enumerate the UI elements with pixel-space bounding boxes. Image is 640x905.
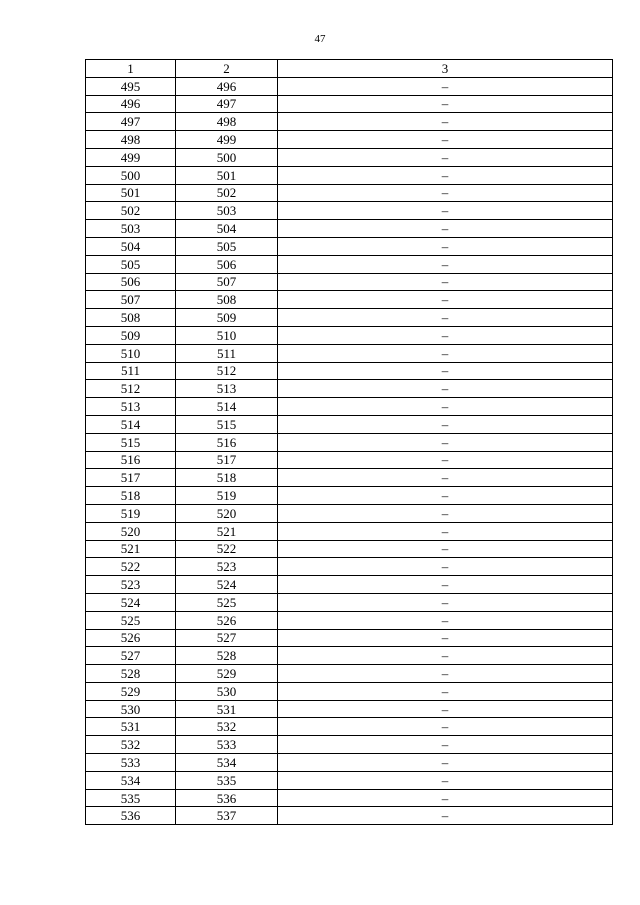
- cell-col-3: –: [278, 771, 613, 789]
- cell-col-1: 498: [86, 131, 176, 149]
- cell-col-1: 516: [86, 451, 176, 469]
- cell-col-2: 529: [176, 665, 278, 683]
- cell-col-3: –: [278, 647, 613, 665]
- table-row: [86, 754, 613, 772]
- cell-col-2: 512: [176, 362, 278, 380]
- cell-col-2: 537: [176, 807, 278, 825]
- cell-col-3: –: [278, 504, 613, 522]
- cell-col-1: 508: [86, 309, 176, 327]
- cell-col-1: 511: [86, 362, 176, 380]
- table-row: [86, 433, 613, 451]
- cell-col-1: 517: [86, 469, 176, 487]
- cell-col-1: 497: [86, 113, 176, 131]
- column-header-3: 3: [278, 60, 613, 78]
- cell-col-2: 508: [176, 291, 278, 309]
- table-row: [86, 789, 613, 807]
- table-row: [86, 380, 613, 398]
- table-header: [86, 60, 613, 78]
- cell-col-1: 509: [86, 326, 176, 344]
- cell-col-2: 509: [176, 309, 278, 327]
- table-row: [86, 309, 613, 327]
- cell-col-2: 533: [176, 736, 278, 754]
- table-row: [86, 166, 613, 184]
- table-row: [86, 593, 613, 611]
- data-table: [85, 59, 613, 825]
- cell-col-3: –: [278, 398, 613, 416]
- table-row: [86, 362, 613, 380]
- table-row: [86, 77, 613, 95]
- cell-col-3: –: [278, 326, 613, 344]
- cell-col-2: 525: [176, 593, 278, 611]
- column-header-2: 2: [176, 60, 278, 78]
- cell-col-3: –: [278, 807, 613, 825]
- cell-col-2: 527: [176, 629, 278, 647]
- cell-col-1: 513: [86, 398, 176, 416]
- cell-col-2: 514: [176, 398, 278, 416]
- cell-col-2: 535: [176, 771, 278, 789]
- table-row: [86, 647, 613, 665]
- cell-col-3: –: [278, 629, 613, 647]
- cell-col-1: 523: [86, 576, 176, 594]
- cell-col-3: –: [278, 77, 613, 95]
- cell-col-2: 496: [176, 77, 278, 95]
- table-row: [86, 131, 613, 149]
- cell-col-1: 534: [86, 771, 176, 789]
- cell-col-1: 519: [86, 504, 176, 522]
- table-row: [86, 398, 613, 416]
- table-header-row: [86, 60, 613, 78]
- cell-col-2: 521: [176, 522, 278, 540]
- table-row: [86, 576, 613, 594]
- cell-col-2: 501: [176, 166, 278, 184]
- table-row: [86, 273, 613, 291]
- cell-col-2: 513: [176, 380, 278, 398]
- cell-col-2: 499: [176, 131, 278, 149]
- cell-col-1: 518: [86, 487, 176, 505]
- table-row: [86, 504, 613, 522]
- cell-col-3: –: [278, 95, 613, 113]
- cell-col-2: 510: [176, 326, 278, 344]
- cell-col-1: 512: [86, 380, 176, 398]
- table-row: [86, 469, 613, 487]
- table-row: [86, 629, 613, 647]
- cell-col-3: –: [278, 540, 613, 558]
- table-row: [86, 558, 613, 576]
- cell-col-2: 528: [176, 647, 278, 665]
- cell-col-2: 504: [176, 220, 278, 238]
- table-body: [86, 77, 613, 824]
- cell-col-3: –: [278, 220, 613, 238]
- cell-col-1: 499: [86, 148, 176, 166]
- cell-col-2: 523: [176, 558, 278, 576]
- cell-col-2: 511: [176, 344, 278, 362]
- cell-col-3: –: [278, 558, 613, 576]
- cell-col-3: –: [278, 736, 613, 754]
- cell-col-3: –: [278, 273, 613, 291]
- cell-col-3: –: [278, 113, 613, 131]
- cell-col-3: –: [278, 682, 613, 700]
- cell-col-2: 524: [176, 576, 278, 594]
- table-row: [86, 807, 613, 825]
- table-row: [86, 451, 613, 469]
- column-header-1: 1: [86, 60, 176, 78]
- table-row: [86, 700, 613, 718]
- cell-col-2: 536: [176, 789, 278, 807]
- cell-col-1: 510: [86, 344, 176, 362]
- cell-col-1: 531: [86, 718, 176, 736]
- cell-col-2: 522: [176, 540, 278, 558]
- cell-col-3: –: [278, 237, 613, 255]
- cell-col-2: 502: [176, 184, 278, 202]
- cell-col-3: –: [278, 611, 613, 629]
- table-row: [86, 202, 613, 220]
- table-row: [86, 611, 613, 629]
- cell-col-1: 530: [86, 700, 176, 718]
- cell-col-1: 532: [86, 736, 176, 754]
- cell-col-3: –: [278, 576, 613, 594]
- cell-col-2: 530: [176, 682, 278, 700]
- cell-col-2: 500: [176, 148, 278, 166]
- cell-col-1: 506: [86, 273, 176, 291]
- cell-col-1: 522: [86, 558, 176, 576]
- cell-col-1: 507: [86, 291, 176, 309]
- cell-col-2: 506: [176, 255, 278, 273]
- cell-col-3: –: [278, 593, 613, 611]
- cell-col-2: 532: [176, 718, 278, 736]
- cell-col-2: 515: [176, 415, 278, 433]
- table-row: [86, 184, 613, 202]
- cell-col-2: 507: [176, 273, 278, 291]
- cell-col-1: 528: [86, 665, 176, 683]
- cell-col-2: 531: [176, 700, 278, 718]
- cell-col-1: 525: [86, 611, 176, 629]
- table-row: [86, 736, 613, 754]
- page-number: 47: [314, 33, 326, 45]
- cell-col-2: 516: [176, 433, 278, 451]
- cell-col-3: –: [278, 148, 613, 166]
- cell-col-3: –: [278, 291, 613, 309]
- cell-col-1: 505: [86, 255, 176, 273]
- cell-col-3: –: [278, 131, 613, 149]
- table-row: [86, 148, 613, 166]
- cell-col-1: 502: [86, 202, 176, 220]
- cell-col-1: 536: [86, 807, 176, 825]
- cell-col-1: 533: [86, 754, 176, 772]
- table-row: [86, 665, 613, 683]
- table-row: [86, 95, 613, 113]
- table-row: [86, 113, 613, 131]
- cell-col-2: 520: [176, 504, 278, 522]
- cell-col-3: –: [278, 522, 613, 540]
- cell-col-3: –: [278, 700, 613, 718]
- table-row: [86, 237, 613, 255]
- cell-col-1: 529: [86, 682, 176, 700]
- cell-col-3: –: [278, 184, 613, 202]
- cell-col-3: –: [278, 665, 613, 683]
- cell-col-1: 495: [86, 77, 176, 95]
- cell-col-1: 501: [86, 184, 176, 202]
- cell-col-1: 526: [86, 629, 176, 647]
- cell-col-2: 505: [176, 237, 278, 255]
- table-row: [86, 718, 613, 736]
- cell-col-1: 503: [86, 220, 176, 238]
- cell-col-1: 521: [86, 540, 176, 558]
- table-row: [86, 771, 613, 789]
- cell-col-1: 524: [86, 593, 176, 611]
- table-row: [86, 415, 613, 433]
- cell-col-3: –: [278, 487, 613, 505]
- cell-col-3: –: [278, 362, 613, 380]
- cell-col-2: 517: [176, 451, 278, 469]
- cell-col-3: –: [278, 754, 613, 772]
- table-row: [86, 522, 613, 540]
- cell-col-1: 514: [86, 415, 176, 433]
- cell-col-1: 527: [86, 647, 176, 665]
- cell-col-2: 498: [176, 113, 278, 131]
- cell-col-2: 518: [176, 469, 278, 487]
- cell-col-1: 500: [86, 166, 176, 184]
- cell-col-3: –: [278, 202, 613, 220]
- cell-col-1: 496: [86, 95, 176, 113]
- cell-col-2: 526: [176, 611, 278, 629]
- cell-col-3: –: [278, 718, 613, 736]
- cell-col-1: 504: [86, 237, 176, 255]
- cell-col-1: 535: [86, 789, 176, 807]
- cell-col-2: 534: [176, 754, 278, 772]
- cell-col-3: –: [278, 415, 613, 433]
- table-row: [86, 487, 613, 505]
- cell-col-3: –: [278, 309, 613, 327]
- table-row: [86, 540, 613, 558]
- cell-col-2: 503: [176, 202, 278, 220]
- cell-col-3: –: [278, 469, 613, 487]
- cell-col-1: 520: [86, 522, 176, 540]
- cell-col-2: 519: [176, 487, 278, 505]
- cell-col-3: –: [278, 433, 613, 451]
- table-row: [86, 255, 613, 273]
- table-row: [86, 291, 613, 309]
- cell-col-3: –: [278, 255, 613, 273]
- table-row: [86, 220, 613, 238]
- table-row: [86, 344, 613, 362]
- cell-col-3: –: [278, 789, 613, 807]
- table-row: [86, 682, 613, 700]
- table-row: [86, 326, 613, 344]
- cell-col-3: –: [278, 380, 613, 398]
- cell-col-3: –: [278, 451, 613, 469]
- cell-col-2: 497: [176, 95, 278, 113]
- cell-col-1: 515: [86, 433, 176, 451]
- cell-col-3: –: [278, 166, 613, 184]
- cell-col-3: –: [278, 344, 613, 362]
